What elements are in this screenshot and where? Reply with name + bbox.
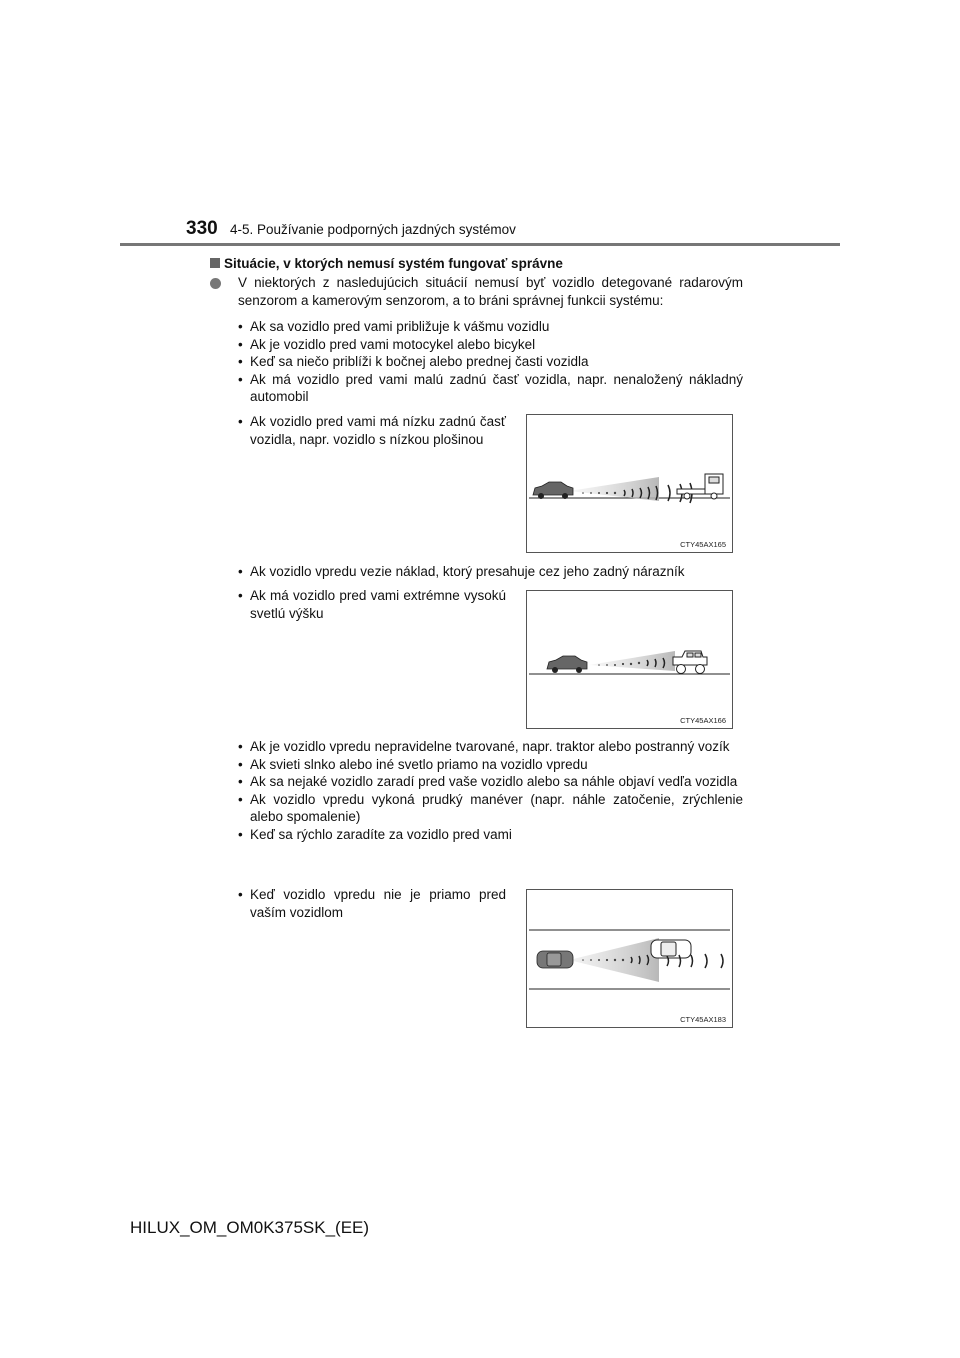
page-number: 330 xyxy=(186,218,218,239)
figure-code: CTY45AX166 xyxy=(680,716,726,725)
section-heading xyxy=(210,256,563,271)
situation-list-3 xyxy=(238,738,743,843)
intro-paragraph: V niektorých z nasledujúcich situácií nemusí byť vozidlo detegované radarovým senzorom a kamerovým senzorom, a to bráni správnej funkcii systému: xyxy=(238,275,743,308)
list-item: • Ak je vozidlo vpredu nepravidelne tvarované, napr. traktor alebo postranný vozík xyxy=(238,738,743,756)
illustration-offset-vehicle xyxy=(527,890,732,1027)
list-item: • Ak je vozidlo pred vami motocykel alebo bicykel xyxy=(238,336,743,354)
situation-load xyxy=(238,563,743,581)
situation-offset xyxy=(238,886,506,921)
list-item: • Ak sa vozidlo pred vami približuje k vášmu vozidlu xyxy=(238,318,743,336)
figure-code: CTY45AX183 xyxy=(680,1015,726,1024)
situation-low-rear xyxy=(238,413,506,448)
section-title: Situácie, v ktorých nemusí systém fungovať správne xyxy=(224,256,563,271)
figure-code: CTY45AX165 xyxy=(680,540,726,549)
list-item: • Ak svieti slnko alebo iné svetlo priamo na vozidlo vpredu xyxy=(238,756,743,774)
header-rule xyxy=(120,243,840,246)
square-bullet-icon xyxy=(210,258,220,268)
list-item: • Keď sa niečo priblíži k bočnej alebo prednej časti vozidla xyxy=(238,353,743,371)
list-item: • Ak má vozidlo pred vami malú zadnú časť vozidla, napr. nenaložený nákladný automobil xyxy=(238,371,743,406)
figure-offset xyxy=(526,889,733,1028)
situation-high-clearance xyxy=(238,587,506,622)
chapter-title: 4-5. Používanie podporných jazdných systémov xyxy=(230,222,516,237)
list-item: • Ak má vozidlo pred vami extrémne vysokú svetlú výšku xyxy=(238,587,506,622)
list-item: • Ak sa nejaké vozidlo zaradí pred vaše vozidlo alebo sa náhle objaví vedľa vozidla xyxy=(238,773,743,791)
list-item: • Ak vozidlo vpredu vezie náklad, ktorý presahuje cez jeho zadný nárazník xyxy=(238,563,743,581)
figure-high-clearance xyxy=(526,590,733,729)
list-item: • Ak vozidlo pred vami má nízku zadnú časť vozidla, napr. vozidlo s nízkou plošinou xyxy=(238,413,506,448)
list-item: • Ak vozidlo vpredu vykoná prudký manéver (napr. náhle zatočenie, zrýchlenie alebo spomalenie) xyxy=(238,791,743,826)
circle-bullet-icon xyxy=(210,278,221,289)
footer-doc-id: HILUX_OM_OM0K375SK_(EE) xyxy=(130,1218,370,1237)
illustration-low-platform xyxy=(527,415,732,552)
situation-list-1 xyxy=(238,318,743,406)
list-item: • Keď sa rýchlo zaradíte za vozidlo pred vami xyxy=(238,826,743,844)
illustration-high-clearance xyxy=(527,591,732,728)
list-item: • Keď vozidlo vpredu nie je priamo pred vaším vozidlom xyxy=(238,886,506,921)
figure-low-rear xyxy=(526,414,733,553)
